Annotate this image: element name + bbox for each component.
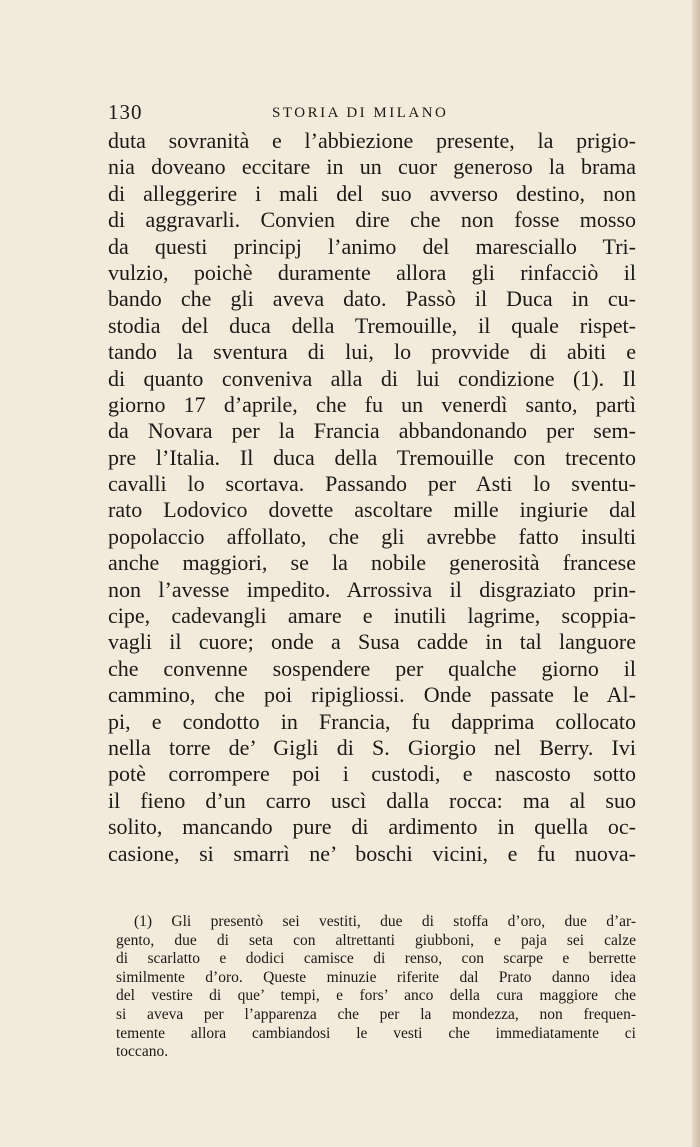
text-line: bando che gli aveva dato. Passò il Duca in cu- <box>108 286 636 312</box>
text-line: da Novara per la Francia abbandonando per sem- <box>108 418 636 444</box>
text-line: nia doveano eccitare in un cuor generoso la brama <box>108 154 636 180</box>
running-title: STORIA DI MILANO <box>272 105 449 121</box>
text-line: cipe, cadevangli amare e inutili lagrime, scoppia- <box>108 603 636 629</box>
text-line: vagli il cuore; onde a Susa cadde in tal languore <box>108 629 636 655</box>
footnote-line: gento, due di seta con altrettanti giubboni, e paja sei calze <box>116 931 636 949</box>
text-line: da questi principj l’animo del maresciallo Tri- <box>108 233 636 259</box>
text-line: di quanto conveniva alla di lui condizione (1). Il <box>108 365 636 391</box>
footnote-line: di scarlatto e dodici camisce di renso, con scarpe e berrette <box>116 950 636 968</box>
text-line: giorno 17 d’aprile, che fu un venerdì santo, partì <box>108 391 636 417</box>
footnote <box>116 913 636 1062</box>
text-line: potè corrompere poi i custodi, e nascosto sotto <box>108 761 636 787</box>
text-line: cammino, che poi ripigliossi. Onde passate le Al- <box>108 682 636 708</box>
text-line: popolaccio affollato, che gli avrebbe fatto insulti <box>108 523 636 549</box>
text-line: rato Lodovico dovette ascoltare mille ingiurie dal <box>108 497 636 523</box>
footnote-line: del vestire di que’ tempi, e fors’ anco della cura maggiore che <box>116 987 636 1005</box>
text-line: tando la sventura di lui, lo provvide di abiti e <box>108 339 636 365</box>
footnote-line: temente allora cambiandosi le vesti che immediatamente ci <box>116 1024 636 1042</box>
text-line: di aggravarli. Convien dire che non fosse mosso <box>108 207 636 233</box>
text-line: nella torre de’ Gigli di S. Giorgio nel Berry. Ivi <box>108 734 636 760</box>
text-line: il fieno d’un carro uscì dalla rocca: ma al suo <box>108 787 636 813</box>
text-line: di alleggerire i mali del suo avverso destino, non <box>108 180 636 206</box>
text-line: solito, mancando pure di ardimento in quella oc- <box>108 814 636 840</box>
text-line: stodia del duca della Tremouille, il quale rispet- <box>108 312 636 338</box>
footnote-line: (1) Gli presentò sei vestiti, due di stoffa d’oro, due d’ar- <box>134 913 636 930</box>
text-line: pre l’Italia. Il duca della Tremouille con trecento <box>108 444 636 470</box>
text-line: casione, si smarrì ne’ boschi vicini, e fu nuova- <box>108 840 636 866</box>
text-line: cavalli lo scortava. Passando per Asti lo sventu- <box>108 471 636 497</box>
running-head <box>108 100 636 126</box>
text-line: anche maggiori, se la nobile generosità francese <box>108 550 636 576</box>
page-number: 130 <box>108 100 143 124</box>
body-text <box>108 128 636 867</box>
text-line: duta sovranità e l’abbiezione presente, la prigio- <box>108 128 636 153</box>
text-line: non l’avesse impedito. Arrossiva il disgraziato prin- <box>108 576 636 602</box>
footnote-line: si aveva per l’apparenza che per la mondezza, non frequen- <box>116 1005 636 1023</box>
text-line: che convenne sospendere per qualche giorno il <box>108 655 636 681</box>
text-line: vulzio, poichè duramente allora gli rinfacciò il <box>108 259 636 285</box>
page-edge <box>692 0 700 1147</box>
footnote-line: similmente d’oro. Queste minuzie riferite dal Prato danno idea <box>116 968 636 986</box>
text-line: pi, e condotto in Francia, fu dapprima collocato <box>108 708 636 734</box>
footnote-line: toccano. <box>116 1043 169 1061</box>
